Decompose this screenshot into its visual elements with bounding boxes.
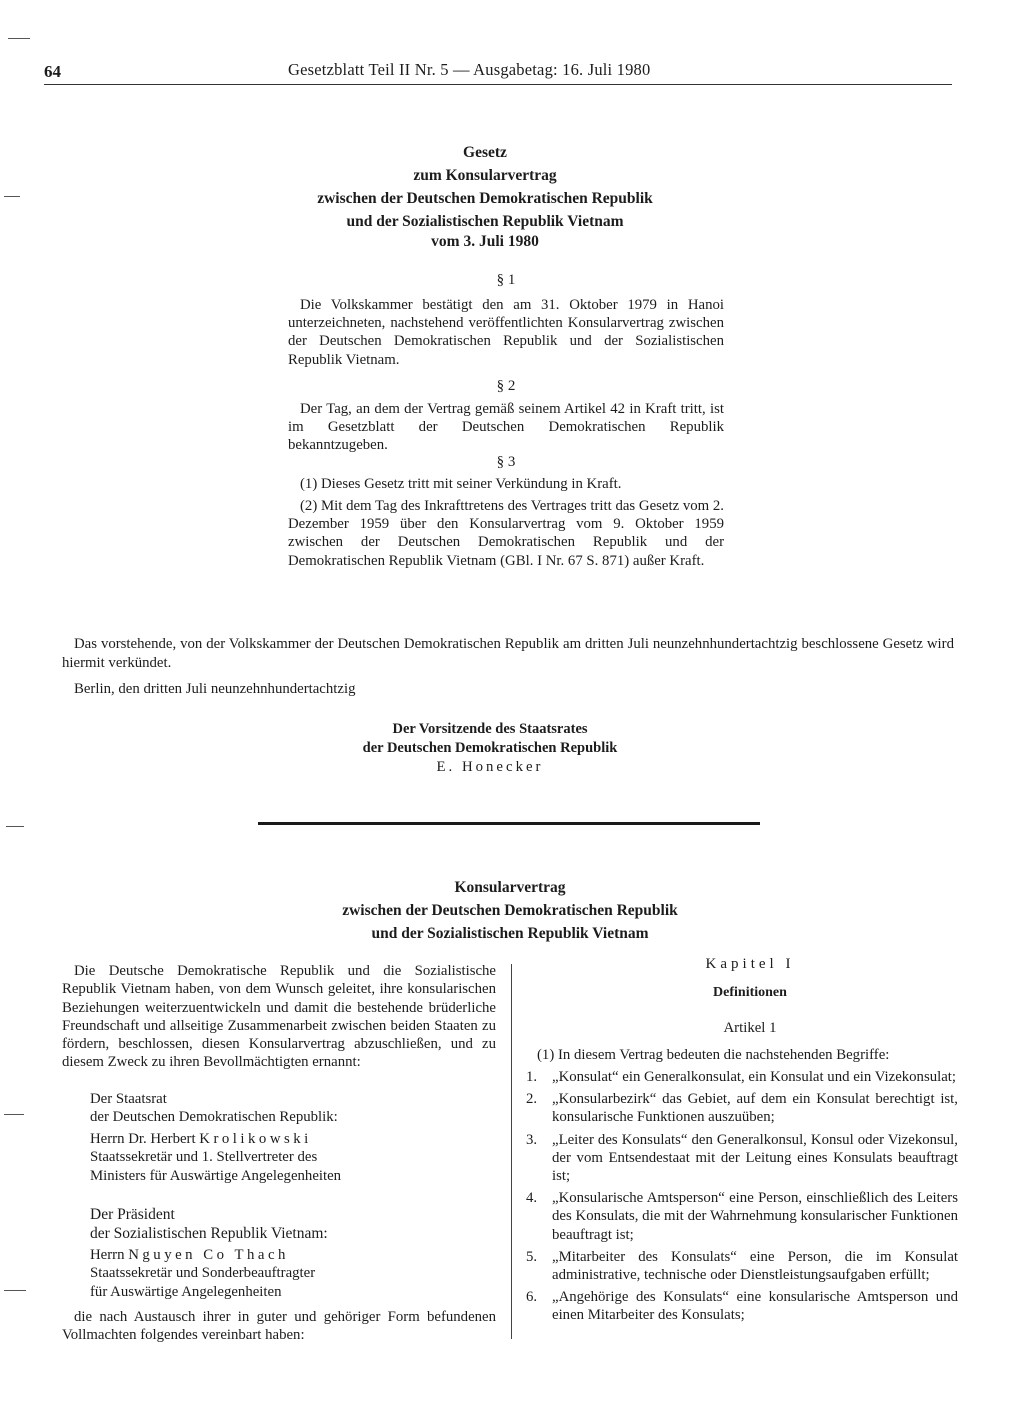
article-heading: Artikel 1 — [723, 1020, 777, 1036]
treaty-preamble-column — [62, 962, 496, 1072]
definition-number: 6. — [526, 1289, 538, 1306]
article-intro: (1) In diesem Vertrag bedeuten die nachstehenden Begriffe: — [537, 1047, 890, 1063]
chapter-title: Definitionen — [713, 985, 787, 1000]
representative-1-prefix: Herrn Dr. Herbert — [90, 1131, 200, 1147]
treaty-closing: die nach Austausch ihrer in guter und gehöriger Form befundenen Vollmachten folgendes vereinbart haben: — [62, 1309, 496, 1344]
party-2-line: Der Präsident — [90, 1206, 175, 1223]
definition-text: „Konsulat“ ein Generalkonsulat, ein Konsulat und ein Vizekonsulat; — [552, 1069, 957, 1085]
scan-mark — [8, 38, 30, 39]
definition-text: „Mitarbeiter des Konsulats“ eine Person, die im Konsulat administrative, technische oder Dienstleistungsaufgaben erfüllt; — [552, 1248, 958, 1284]
party-1 — [90, 1090, 450, 1127]
definition-number: 4. — [526, 1190, 538, 1207]
definition-text: „Angehörige des Konsulats“ eine konsularische Amtsperson und einen Mitarbeiter des Konsulats; — [552, 1289, 958, 1324]
definition-text: „Konsularbezirk“ das Gebiet, auf dem ein Konsulat berechtigt ist, konsularische Funktionen auszuüben; — [552, 1091, 958, 1126]
definition-number: 3. — [526, 1131, 538, 1148]
representative-2-name — [90, 1246, 450, 1264]
section-1-heading: § 1 — [496, 272, 516, 288]
definition-item — [526, 1248, 958, 1284]
page-number: 64 — [44, 62, 61, 81]
party-1-line: der Deutschen Demokratischen Republik: — [90, 1109, 338, 1126]
signatory-title-line: Der Vorsitzende des Staatsrates — [392, 721, 588, 737]
place-date: Berlin, den dritten Juli neunzehnhundertachtzig — [74, 681, 356, 697]
section-3-heading: § 3 — [496, 454, 516, 470]
signatory-title — [300, 720, 680, 758]
party-2 — [90, 1205, 450, 1243]
representative-1 — [90, 1130, 450, 1185]
treaty-title-line: Konsularvertrag — [454, 879, 566, 896]
definition-item — [526, 1189, 958, 1244]
section-2-heading: § 2 — [496, 378, 516, 394]
definitions-list — [526, 1068, 958, 1329]
section-1-text: Die Volkskammer bestätigt den am 31. Oktober 1979 in Hanoi unterzeichneten, nachstehend veröffentlichten Konsularvertrag zwischen der Deutschen Demokratischen Republik und der Sozialistischen Republik Vietnam. — [288, 297, 724, 368]
header-rule — [44, 84, 952, 85]
signatory-title-line: der Deutschen Demokratischen Republik — [362, 740, 618, 756]
treaty-title-line: zwischen der Deutschen Demokratischen Republik — [342, 902, 678, 919]
section-3-paragraph-1: (1) Dieses Gesetz tritt mit seiner Verkündung in Kraft. — [300, 476, 622, 492]
treaty-preamble: Die Deutsche Demokratische Republik und die Sozialistische Republik Vietnam haben, von dem Wunsch geleitet, ihre konsularischen Beziehungen weiterzuentwickeln und damit die bestehende brüderliche Freundschaft und allseitige Zusammenarbeit zwischen beiden Staaten zu fördern, beschlossen, diesen Konsularvertrag abzuschließen, und zu diesem Zweck zu ihren Bevollmächtigten ernannt: — [62, 963, 496, 1071]
definition-item — [526, 1131, 958, 1186]
representative-1-surname: Krolikowski — [199, 1131, 312, 1147]
scan-mark — [4, 196, 20, 197]
definition-text: „Konsularische Amtsperson“ eine Person, einschließlich des Leiters des Konsulats, die mit der Wahrnehmung konsularischer Funktionen beauftragt ist; — [552, 1190, 958, 1243]
treaty-title — [300, 876, 720, 945]
representative-2-role: für Auswärtige Angelegenheiten — [90, 1283, 282, 1300]
treaty-title-line: und der Sozialistischen Republik Vietnam — [371, 925, 649, 942]
section-3-paragraph-2: (2) Mit dem Tag des Inkrafttretens des Vertrages tritt das Gesetz vom 2. Dezember 1959 über den Konsularvertrag vom 9. Oktober 1959 zwischen der Deutschen Demokratischen Republik und der Demokratischen Republik Vietnam (GBl. I Nr. 67 S. 871) außer Kraft. — [288, 498, 724, 569]
treaty-closing-column — [62, 1308, 496, 1345]
law-title-line: Gesetz — [463, 144, 507, 161]
party-2-line: der Sozialistischen Republik Vietnam: — [90, 1225, 328, 1242]
law-title-line: und der Sozialistischen Republik Vietnam — [346, 213, 624, 230]
definition-number: 2. — [526, 1091, 538, 1108]
scan-mark — [6, 826, 24, 827]
party-1-line: Der Staatsrat — [90, 1091, 167, 1107]
promulgation-text: Das vorstehende, von der Volkskammer der Deutschen Demokratischen Republik am dritten Juli neunzehnhundertachtzig beschlossene Gesetz wird hiermit verkündet. — [62, 636, 954, 671]
law-date: vom 3. Juli 1980 — [431, 233, 539, 250]
section-2-text: Der Tag, an dem der Vertrag gemäß seinem Artikel 42 in Kraft tritt, ist im Gesetzblatt der Deutschen Demokratischen Republik bekanntzugeben. — [288, 401, 724, 454]
definition-number: 1. — [526, 1069, 538, 1085]
definition-item — [526, 1068, 958, 1086]
running-header: Gesetzblatt Teil II Nr. 5 — Ausgabetag: 16. Juli 1980 — [288, 60, 651, 79]
representative-1-role: Ministers für Auswärtige Angelegenheiten — [90, 1167, 342, 1184]
representative-2-role: Staatssekretär und Sonderbeauftragter — [90, 1265, 316, 1282]
chapter-heading: Kapitel I — [705, 956, 795, 972]
definition-text: „Leiter des Konsulats“ den Generalkonsul, Konsul oder Vizekonsul, der vom Entsendestaat mit der Leitung eines Konsulats beauftragt ist; — [552, 1131, 958, 1185]
definition-number: 5. — [526, 1248, 538, 1265]
representative-2 — [90, 1246, 450, 1301]
representative-1-role: Staatssekretär und 1. Stellvertreter des — [90, 1149, 318, 1166]
section-separator — [258, 822, 760, 825]
representative-2-fullname: Nguyen Co Thach — [128, 1247, 289, 1263]
representative-1-name — [90, 1130, 450, 1148]
law-title — [250, 141, 720, 233]
law-title-line: zum Konsularvertrag — [413, 167, 557, 184]
law-title-line: zwischen der Deutschen Demokratischen Republik — [317, 190, 653, 207]
representative-2-prefix: Herrn — [90, 1247, 129, 1263]
scan-mark — [4, 1290, 26, 1291]
definition-item — [526, 1090, 958, 1126]
signatory-name: E. Honecker — [436, 759, 544, 775]
scan-mark — [4, 1114, 24, 1115]
column-divider — [511, 964, 512, 1339]
definition-item — [526, 1288, 958, 1324]
